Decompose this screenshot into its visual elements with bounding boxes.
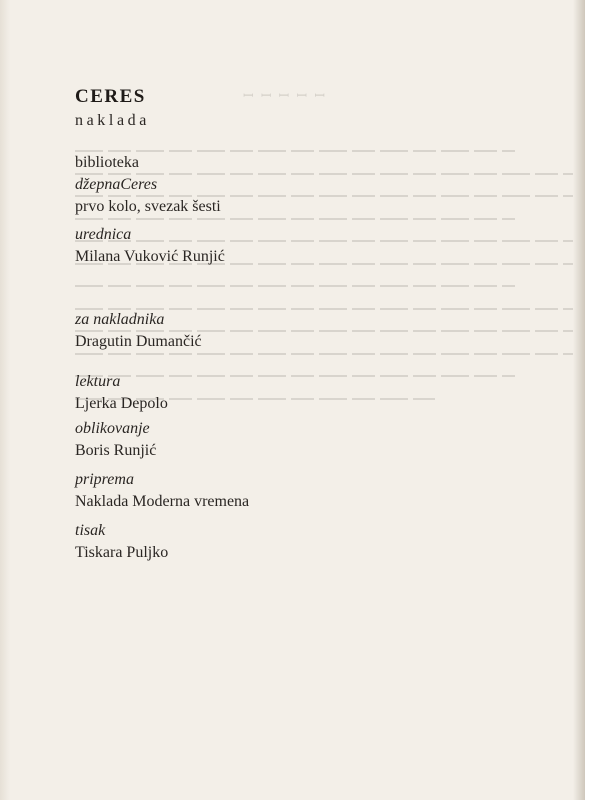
- credit-publisher-rep: [75, 309, 202, 353]
- credit-editor: [75, 224, 225, 268]
- publisher-name: CERES: [75, 86, 146, 107]
- credit-proofreading: [75, 371, 168, 415]
- credit-label: za nakladnika: [75, 311, 165, 328]
- publisher-block: [75, 86, 150, 132]
- publisher-subtitle: naklada: [75, 112, 150, 129]
- series-line-library: biblioteka: [75, 154, 139, 171]
- credit-value: Naklada Moderna vremena: [75, 493, 250, 510]
- credit-label: tisak: [75, 522, 106, 539]
- credit-value: Ljerka Depolo: [75, 395, 168, 412]
- series-line-volume: prvo kolo, svezak šesti: [75, 198, 221, 215]
- series-block: [75, 152, 221, 218]
- credit-label: lektura: [75, 373, 121, 390]
- bleed-through-heading: ꟷ ꟷ ꟷ ꟷ ꟷ: [243, 88, 327, 103]
- credit-value: Dragutin Dumančić: [75, 333, 202, 350]
- credit-label: oblikovanje: [75, 420, 150, 437]
- credit-printing: [75, 520, 168, 564]
- credit-value: Milana Vuković Runjić: [75, 248, 225, 265]
- credit-design: [75, 418, 156, 462]
- credit-label: priprema: [75, 471, 134, 488]
- credit-value: Tiskara Puljko: [75, 544, 169, 561]
- series-line-name: džepnaCeres: [75, 176, 158, 193]
- page-left-shadow: [0, 0, 10, 800]
- credit-label: urednica: [75, 226, 132, 243]
- credit-prepress: [75, 469, 249, 513]
- page-edge-shadow: [573, 0, 585, 800]
- credit-value: Boris Runjić: [75, 442, 157, 459]
